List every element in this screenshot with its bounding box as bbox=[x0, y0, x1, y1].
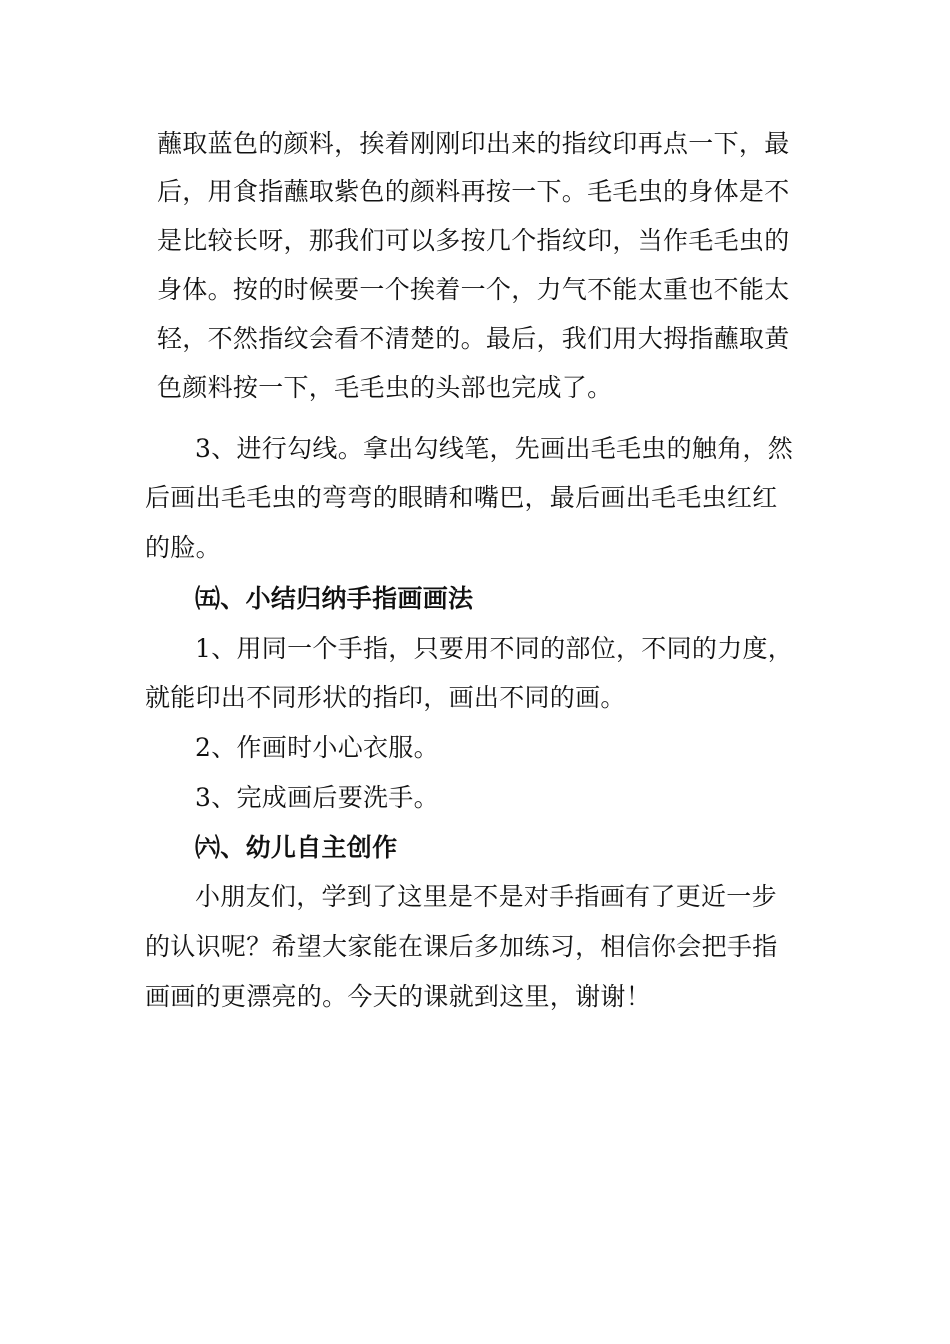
paragraph-line: 身体。按的时候要一个挨着一个，力气不能太重也不能太 bbox=[157, 275, 790, 304]
paragraph-line: 色颜料按一下，毛毛虫的头部也完成了。 bbox=[157, 373, 613, 402]
section-heading: ㈥、幼儿自主创作 bbox=[195, 833, 398, 862]
paragraph-line: 是比较长呀，那我们可以多按几个指纹印，当作毛毛虫的 bbox=[157, 226, 790, 255]
paragraph-line: 3、完成画后要洗手。 bbox=[195, 783, 439, 812]
paragraph-line: 3、进行勾线。拿出勾线笔，先画出毛毛虫的触角，然 bbox=[195, 434, 794, 463]
paragraph-line: 后画出毛毛虫的弯弯的眼睛和嘴巴，最后画出毛毛虫红红 bbox=[145, 483, 778, 512]
paragraph-line: 2、作画时小心衣服。 bbox=[195, 733, 439, 762]
paragraph-line: 小朋友们，学到了这里是不是对手指画有了更近一步 bbox=[195, 882, 777, 911]
paragraph-line: 1、用同一个手指，只要用不同的部位，不同的力度， bbox=[195, 634, 794, 663]
paragraph-line: 后，用食指蘸取紫色的颜料再按一下。毛毛虫的身体是不 bbox=[157, 177, 790, 206]
section-heading: ㈤、小结归纳手指画画法 bbox=[195, 584, 474, 613]
paragraph-line: 画画的更漂亮的。今天的课就到这里，谢谢！ bbox=[145, 982, 652, 1011]
paragraph-line: 蘸取蓝色的颜料，挨着刚刚印出来的指纹印再点一下，最 bbox=[157, 129, 790, 158]
paragraph-line: 就能印出不同形状的指印，画出不同的画。 bbox=[145, 683, 626, 712]
paragraph-line: 的认识呢？希望大家能在课后多加练习，相信你会把手指 bbox=[145, 932, 778, 961]
paragraph-line: 的脸。 bbox=[145, 533, 221, 562]
paragraph-line: 轻，不然指纹会看不清楚的。最后，我们用大拇指蘸取黄 bbox=[157, 324, 790, 353]
